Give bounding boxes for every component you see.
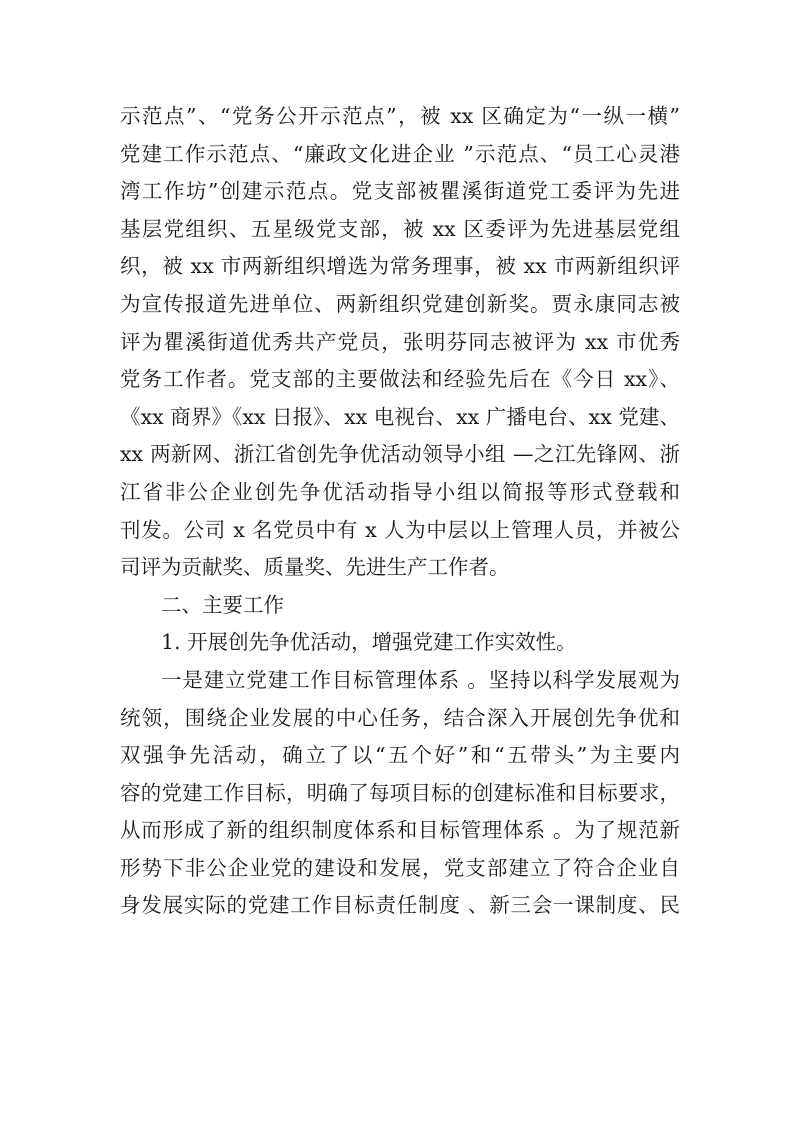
text-line: 为宣传报道先进单位、两新组织党建创新奖。贾永康同志被 [120,291,680,316]
text-line: 《xx 商界》《xx 日报》、xx 电视台、xx 广播电台、xx 党建、 [120,404,680,429]
text-line: 双强争先活动，确立了以“五个好”和“五带头”为主要内 [120,743,680,768]
text-line: 司评为贡献奖、质量奖、先进生产工作者。 [120,555,510,580]
text-line: 容的党建工作目标，明确了每项目标的创建标准和目标要求， [120,780,680,805]
text-line: 统领，围绕企业发展的中心任务，结合深入开展创先争优和 [120,705,680,730]
text-line: 评为瞿溪街道优秀共产党员，张明芬同志被评为 xx 市优秀 [120,329,680,354]
text-line: xx 两新网、浙江省创先争优活动领导小组 —之江先锋网、浙 [120,442,680,467]
section-heading: 二、主要工作 [161,592,284,617]
text-line: 党务工作者。党支部的主要做法和经验先后在《今日 xx》、 [120,367,680,392]
text-line: 一是建立党建工作目标管理体系 。坚持以科学发展观为 [161,667,680,692]
text-line: 江省非公企业创先争优活动指导小组以简报等形式登载和 [120,479,680,504]
text-line: 党建工作示范点、“廉政文化进企业 ”示范点、“员工心灵港 [120,141,680,166]
text-line: 织，被 xx 市两新组织增选为常务理事，被 xx 市两新组织评 [120,254,680,279]
text-line: 基层党组织、五星级党支部，被 xx 区委评为先进基层党组 [120,216,680,241]
text-line: 示范点”、“党务公开示范点”，被 xx 区确定为“一纵一横” [120,104,680,128]
text-line: 刊发。公司 x 名党员中有 x 人为中层以上管理人员，并被公 [120,517,680,542]
text-line: 形势下非公企业党的建设和发展，党支部建立了符合企业自 [120,855,680,880]
text-line: 从而形成了新的组织制度体系和目标管理体系 。为了规范新 [120,818,680,843]
body-text [120,98,680,925]
text-line: 湾工作坊”创建示范点。党支部被瞿溪街道党工委评为先进 [120,179,680,204]
subsection-heading: 1. 开展创先争优活动，增强党建工作实效性。 [161,630,577,655]
text-line: 身发展实际的党建工作目标责任制度 、新三会一课制度、民 [120,893,680,918]
